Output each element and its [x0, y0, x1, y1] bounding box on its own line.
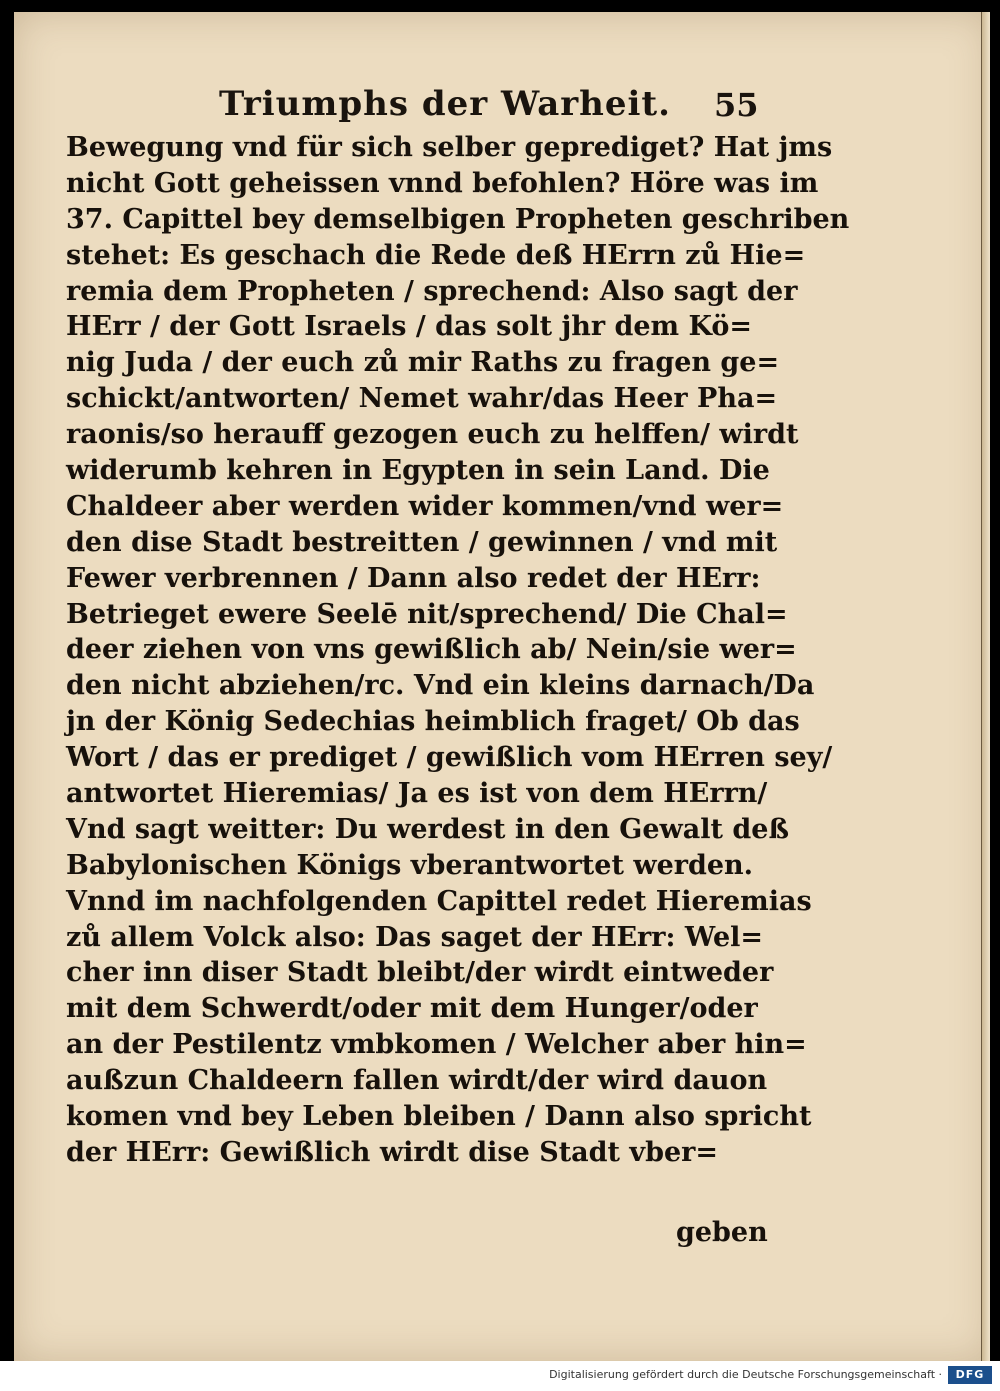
text-line: HErr / der Gott Israels / das solt jhr dem Kö= — [66, 311, 753, 343]
text-line: nig Juda / der euch zů mir Raths zu fragen ge= — [66, 347, 780, 379]
text-line: nicht Gott geheissen vnnd befohlen? Höre was im — [66, 167, 819, 199]
text-line: Vnnd im nachfolgenden Capittel redet Hieremias — [66, 885, 812, 917]
text-line: zů allem Volck also: Das saget der HErr: Wel= — [66, 921, 764, 953]
page-header — [14, 84, 990, 134]
text-line: Babylonischen Königs vberantwortet werden. — [66, 849, 754, 881]
text-line: den dise Stadt bestreitten / gewinnen / vnd mit — [66, 526, 778, 558]
text-line: Chaldeer aber werden wider kommen/vnd wer= — [66, 490, 784, 522]
text-line: Vnd sagt weitter: Du werdest in den Gewalt deß — [66, 813, 789, 845]
text-line: außzun Chaldeern fallen wirdt/der wird dauon — [66, 1065, 768, 1097]
text-line: widerumb kehren in Egypten in sein Land. Die — [66, 455, 770, 487]
text-line: 37. Capittel bey demselbigen Propheten geschriben — [66, 203, 850, 235]
text-line: Bewegung vnd für sich selber geprediget? Hat jms — [66, 132, 833, 163]
book-page — [14, 12, 990, 1361]
text-line: Fewer verbrennen / Dann also redet der HErr: — [66, 562, 761, 594]
body-text — [66, 130, 850, 1171]
running-title: Triumphs der Warheit. — [219, 84, 671, 124]
text-line: remia dem Propheten / sprechend: Also sagt der — [66, 275, 798, 307]
digitization-footer — [0, 1361, 1000, 1391]
text-line: antwortet Hieremias/ Ja es ist von dem HErrn/ — [66, 778, 768, 810]
page-number: 55 — [714, 86, 759, 124]
funding-credit: Digitalisierung gefördert durch die Deutsche Forschungsgemeinschaft · — [549, 1368, 942, 1381]
page-edge — [981, 12, 990, 1361]
text-line: raonis/so herauff gezogen euch zu helffen/ wirdt — [66, 419, 799, 451]
text-line: Betrieget ewere Seelē nit/sprechend/ Die Chal= — [66, 598, 788, 630]
text-line: deer ziehen von vns gewißlich ab/ Nein/sie wer= — [66, 634, 797, 666]
text-line: Wort / das er prediget / gewißlich vom HErren sey/ — [66, 742, 833, 774]
dfg-logo: DFG — [948, 1366, 992, 1384]
text-line: an der Pestilentz vmbkomen / Welcher aber hin= — [66, 1029, 807, 1061]
text-line: cher inn diser Stadt bleibt/der wirdt eintweder — [66, 957, 774, 989]
text-line: mit dem Schwerdt/oder mit dem Hunger/oder — [66, 993, 758, 1025]
text-line: komen vnd bey Leben bleiben / Dann also spricht — [66, 1101, 812, 1133]
text-line: stehet: Es geschach die Rede deß HErrn zů Hie= — [66, 239, 806, 271]
catchword: geben — [676, 1217, 768, 1248]
text-line: den nicht abziehen/rc. Vnd ein kleins darnach/Da — [66, 670, 815, 702]
text-line: jn der König Sedechias heimblich fraget/ Ob das — [66, 706, 800, 738]
text-line: schickt/antworten/ Nemet wahr/das Heer Pha= — [66, 383, 778, 415]
text-line: der HErr: Gewißlich wirdt dise Stadt vber= — [66, 1136, 719, 1168]
